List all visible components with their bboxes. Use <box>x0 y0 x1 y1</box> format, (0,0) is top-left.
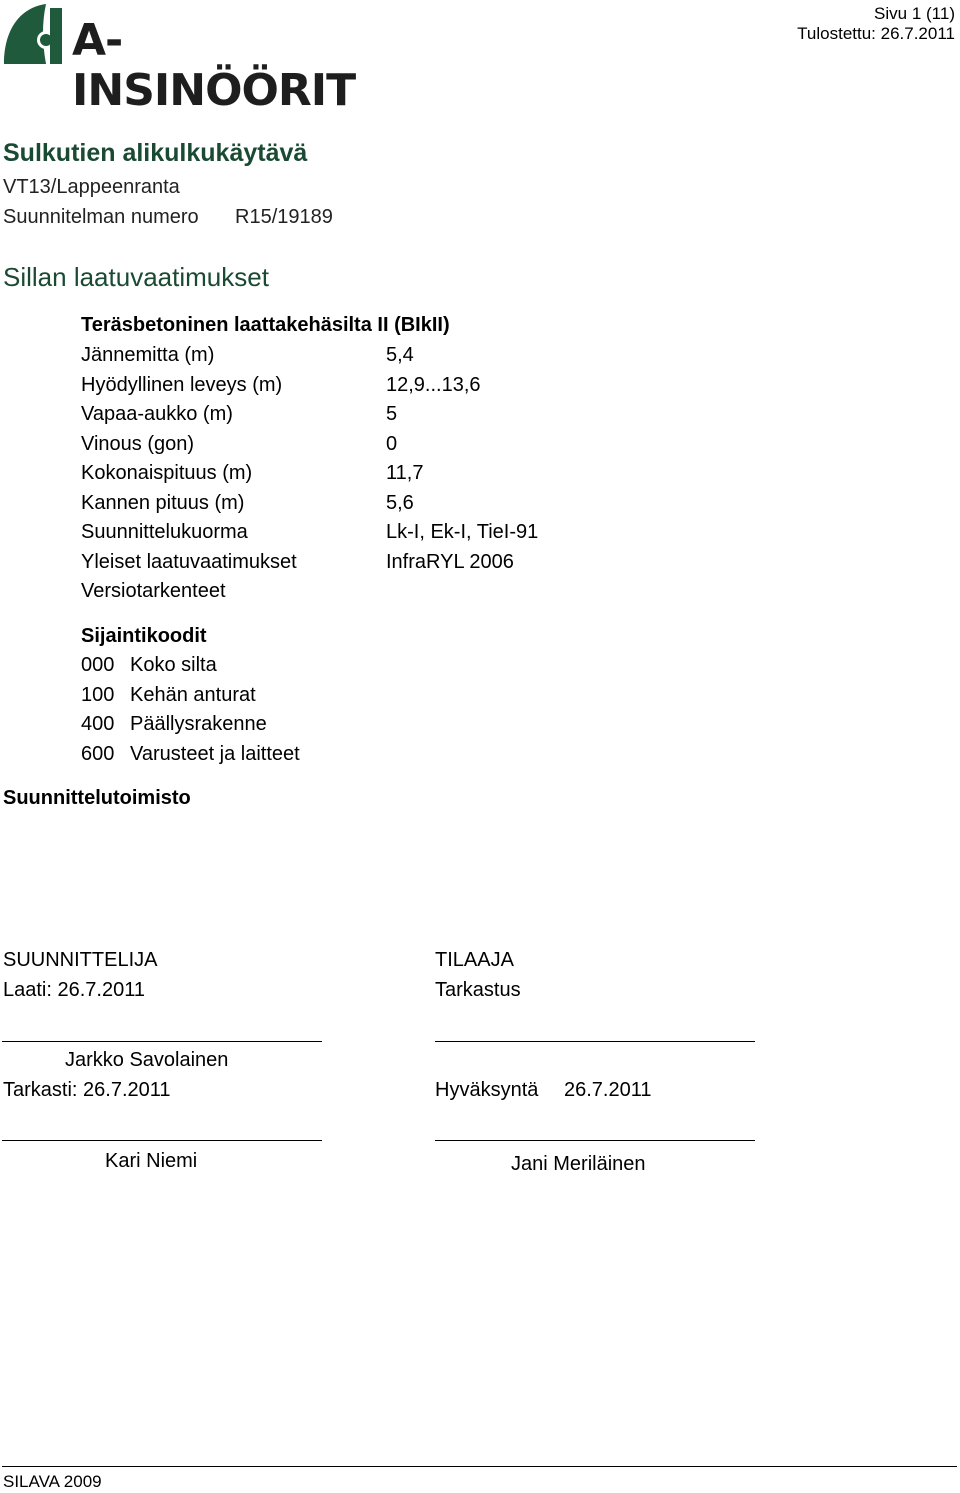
logo-mark-icon <box>2 2 66 66</box>
location-name: Koko silta <box>130 654 217 676</box>
spec-value: Lk-I, Ek-I, TieI-91 <box>386 521 539 543</box>
logo-wordmark: A-INSINÖÖRIT <box>72 15 356 116</box>
review-label: Tarkastus <box>435 979 521 1001</box>
plan-number: R15/19189 <box>235 206 333 228</box>
spec-value: 0 <box>386 433 398 455</box>
footer-divider <box>2 1466 957 1467</box>
designer-name: Jarkko Savolainen <box>65 1049 229 1071</box>
spec-label: Yleiset laatuvaatimukset <box>81 551 297 573</box>
location-code: 600 <box>81 743 115 765</box>
spec-label: Kannen pituus (m) <box>81 492 245 514</box>
spec-label: Kokonaispituus (m) <box>81 462 253 484</box>
locations-heading: Sijaintikoodit <box>81 625 207 647</box>
spec-label: Suunnittelukuorma <box>81 521 248 543</box>
signature-line <box>435 1041 755 1042</box>
spec-value: 12,9...13,6 <box>386 374 481 396</box>
company-logo <box>2 2 402 116</box>
made-date: Laati: 26.7.2011 <box>3 979 145 1001</box>
spec-label: Hyödyllinen leveys (m) <box>81 374 283 396</box>
location-code: 400 <box>81 713 115 735</box>
designer-heading: SUUNNITTELIJA <box>3 949 158 971</box>
spec-value: 5 <box>386 403 398 425</box>
print-date: Tulostettu: 26.7.2011 <box>797 24 955 43</box>
location-name: Varusteet ja laitteet <box>130 743 300 765</box>
spec-value: 11,7 <box>386 462 424 484</box>
spec-label: Versiotarkenteet <box>81 580 226 602</box>
page-info <box>797 4 955 44</box>
location-code: 100 <box>81 684 115 706</box>
plan-number-label: Suunnitelman numero <box>3 206 199 228</box>
spec-value: 5,4 <box>386 344 414 366</box>
checker-name: Kari Niemi <box>105 1150 198 1172</box>
checked-date: Tarkasti: 26.7.2011 <box>3 1079 171 1101</box>
footer-text: SILAVA 2009 <box>3 1472 102 1491</box>
approver-name: Jani Meriläinen <box>511 1153 646 1175</box>
signature-line <box>2 1041 322 1042</box>
spec-value: 5,6 <box>386 492 414 514</box>
client-heading: TILAAJA <box>435 949 514 971</box>
approved-label: Hyväksyntä <box>435 1079 539 1101</box>
spec-label: Jännemitta (m) <box>81 344 215 366</box>
spec-label: Vapaa-aukko (m) <box>81 403 233 425</box>
location-name: Kehän anturat <box>130 684 256 706</box>
approved-date: 26.7.2011 <box>564 1079 652 1101</box>
design-office-label: Suunnittelutoimisto <box>3 787 191 809</box>
bridge-type: Teräsbetoninen laattakehäsilta II (BIkII) <box>81 314 450 336</box>
project-title: Sulkutien alikulkukäytävä <box>3 139 308 167</box>
signature-line <box>2 1140 322 1141</box>
project-location: VT13/Lappeenranta <box>3 176 180 198</box>
spec-value: InfraRYL 2006 <box>386 551 514 573</box>
signature-line <box>435 1140 755 1141</box>
section-heading: Sillan laatuvaatimukset <box>3 262 269 292</box>
spec-label: Vinous (gon) <box>81 433 195 455</box>
page-number: Sivu 1 (11) <box>874 4 955 23</box>
location-name: Päällysrakenne <box>130 713 267 735</box>
location-code: 000 <box>81 654 115 676</box>
